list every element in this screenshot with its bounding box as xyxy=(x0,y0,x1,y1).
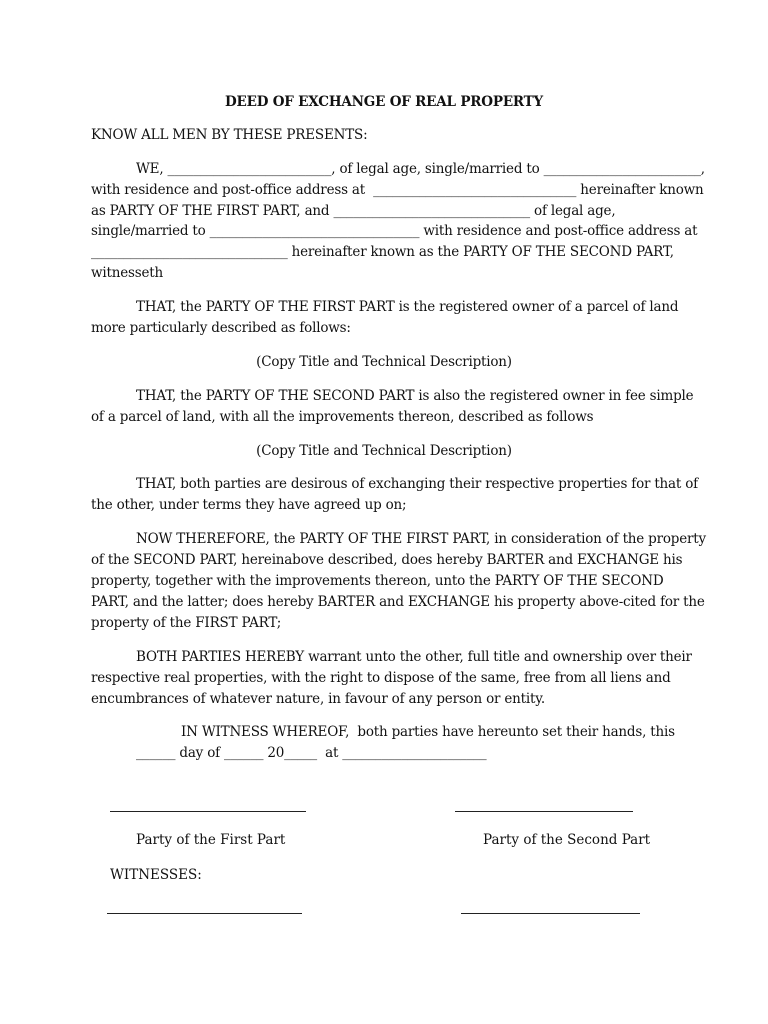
parties-line-2: with residence and post-office address at _______________________________ hereinafter known xyxy=(91,182,704,198)
witnesses-label: WITNESSES: xyxy=(110,867,202,883)
second-property-line-2: of a parcel of land, with all the improvements thereon, described as follows xyxy=(91,409,594,425)
exchange-clause-line-2: of the SECOND PART, hereinabove described, does hereby BARTER and EXCHANGE his xyxy=(91,552,683,568)
witness-clause-line-1: IN WITNESS WHEREOF, both parties have hereunto set their hands, this xyxy=(181,724,675,740)
second-party-label: Party of the Second Part xyxy=(483,832,651,848)
exchange-clause-line-1: NOW THEREFORE, the PARTY OF THE FIRST PART, in consideration of the property xyxy=(136,531,706,547)
warranty-clause-line-3: encumbrances of whatever nature, in favour of any person or entity. xyxy=(91,691,545,707)
exchange-clause-line-4: PART, and the latter; does hereby BARTER and EXCHANGE his property above-cited for the xyxy=(91,594,705,610)
first-party-signature-line xyxy=(110,811,306,812)
desire-clause-line-2: the other, under terms they have agreed up on; xyxy=(91,497,407,513)
parties-line-6: witnesseth xyxy=(91,265,163,281)
witness-2-signature-line xyxy=(461,913,640,914)
second-property-line-1: THAT, the PARTY OF THE SECOND PART is also the registered owner in fee simple xyxy=(136,388,694,404)
witness-1-signature-line xyxy=(107,913,302,914)
parties-line-5: ______________________________ hereinafter known as the PARTY OF THE SECOND PART, xyxy=(91,244,674,260)
exchange-clause-line-3: property, together with the improvements thereon, unto the PARTY OF THE SECOND xyxy=(91,573,664,589)
parties-line-4: single/married to ________________________________ with residence and post-office address at xyxy=(91,223,698,239)
second-party-signature-line xyxy=(455,811,633,812)
first-party-label: Party of the First Part xyxy=(136,832,286,848)
warranty-clause-line-2: respective real properties, with the right to dispose of the same, free from all liens and xyxy=(91,670,671,686)
exchange-clause-line-5: property of the FIRST PART; xyxy=(91,615,282,631)
first-property-line-1: THAT, the PARTY OF THE FIRST PART is the registered owner of a parcel of land xyxy=(136,299,679,315)
opening-line: KNOW ALL MEN BY THESE PRESENTS: xyxy=(91,127,368,143)
warranty-clause-line-1: BOTH PARTIES HEREBY warrant unto the other, full title and ownership over their xyxy=(136,649,692,665)
document-title: DEED OF EXCHANGE OF REAL PROPERTY xyxy=(225,94,543,110)
witness-clause-line-2: ______ day of ______ 20_____ at ______________________ xyxy=(136,745,487,761)
parties-line-1: WE, _________________________, of legal age, single/married to ________________________, xyxy=(136,161,705,177)
copy-title-placeholder-1: (Copy Title and Technical Description) xyxy=(256,354,512,370)
desire-clause-line-1: THAT, both parties are desirous of exchanging their respective properties for that of xyxy=(136,476,698,492)
copy-title-placeholder-2: (Copy Title and Technical Description) xyxy=(256,443,512,459)
first-property-line-2: more particularly described as follows: xyxy=(91,320,351,336)
parties-line-3: as PARTY OF THE FIRST PART, and ______________________________ of legal age, xyxy=(91,203,616,219)
